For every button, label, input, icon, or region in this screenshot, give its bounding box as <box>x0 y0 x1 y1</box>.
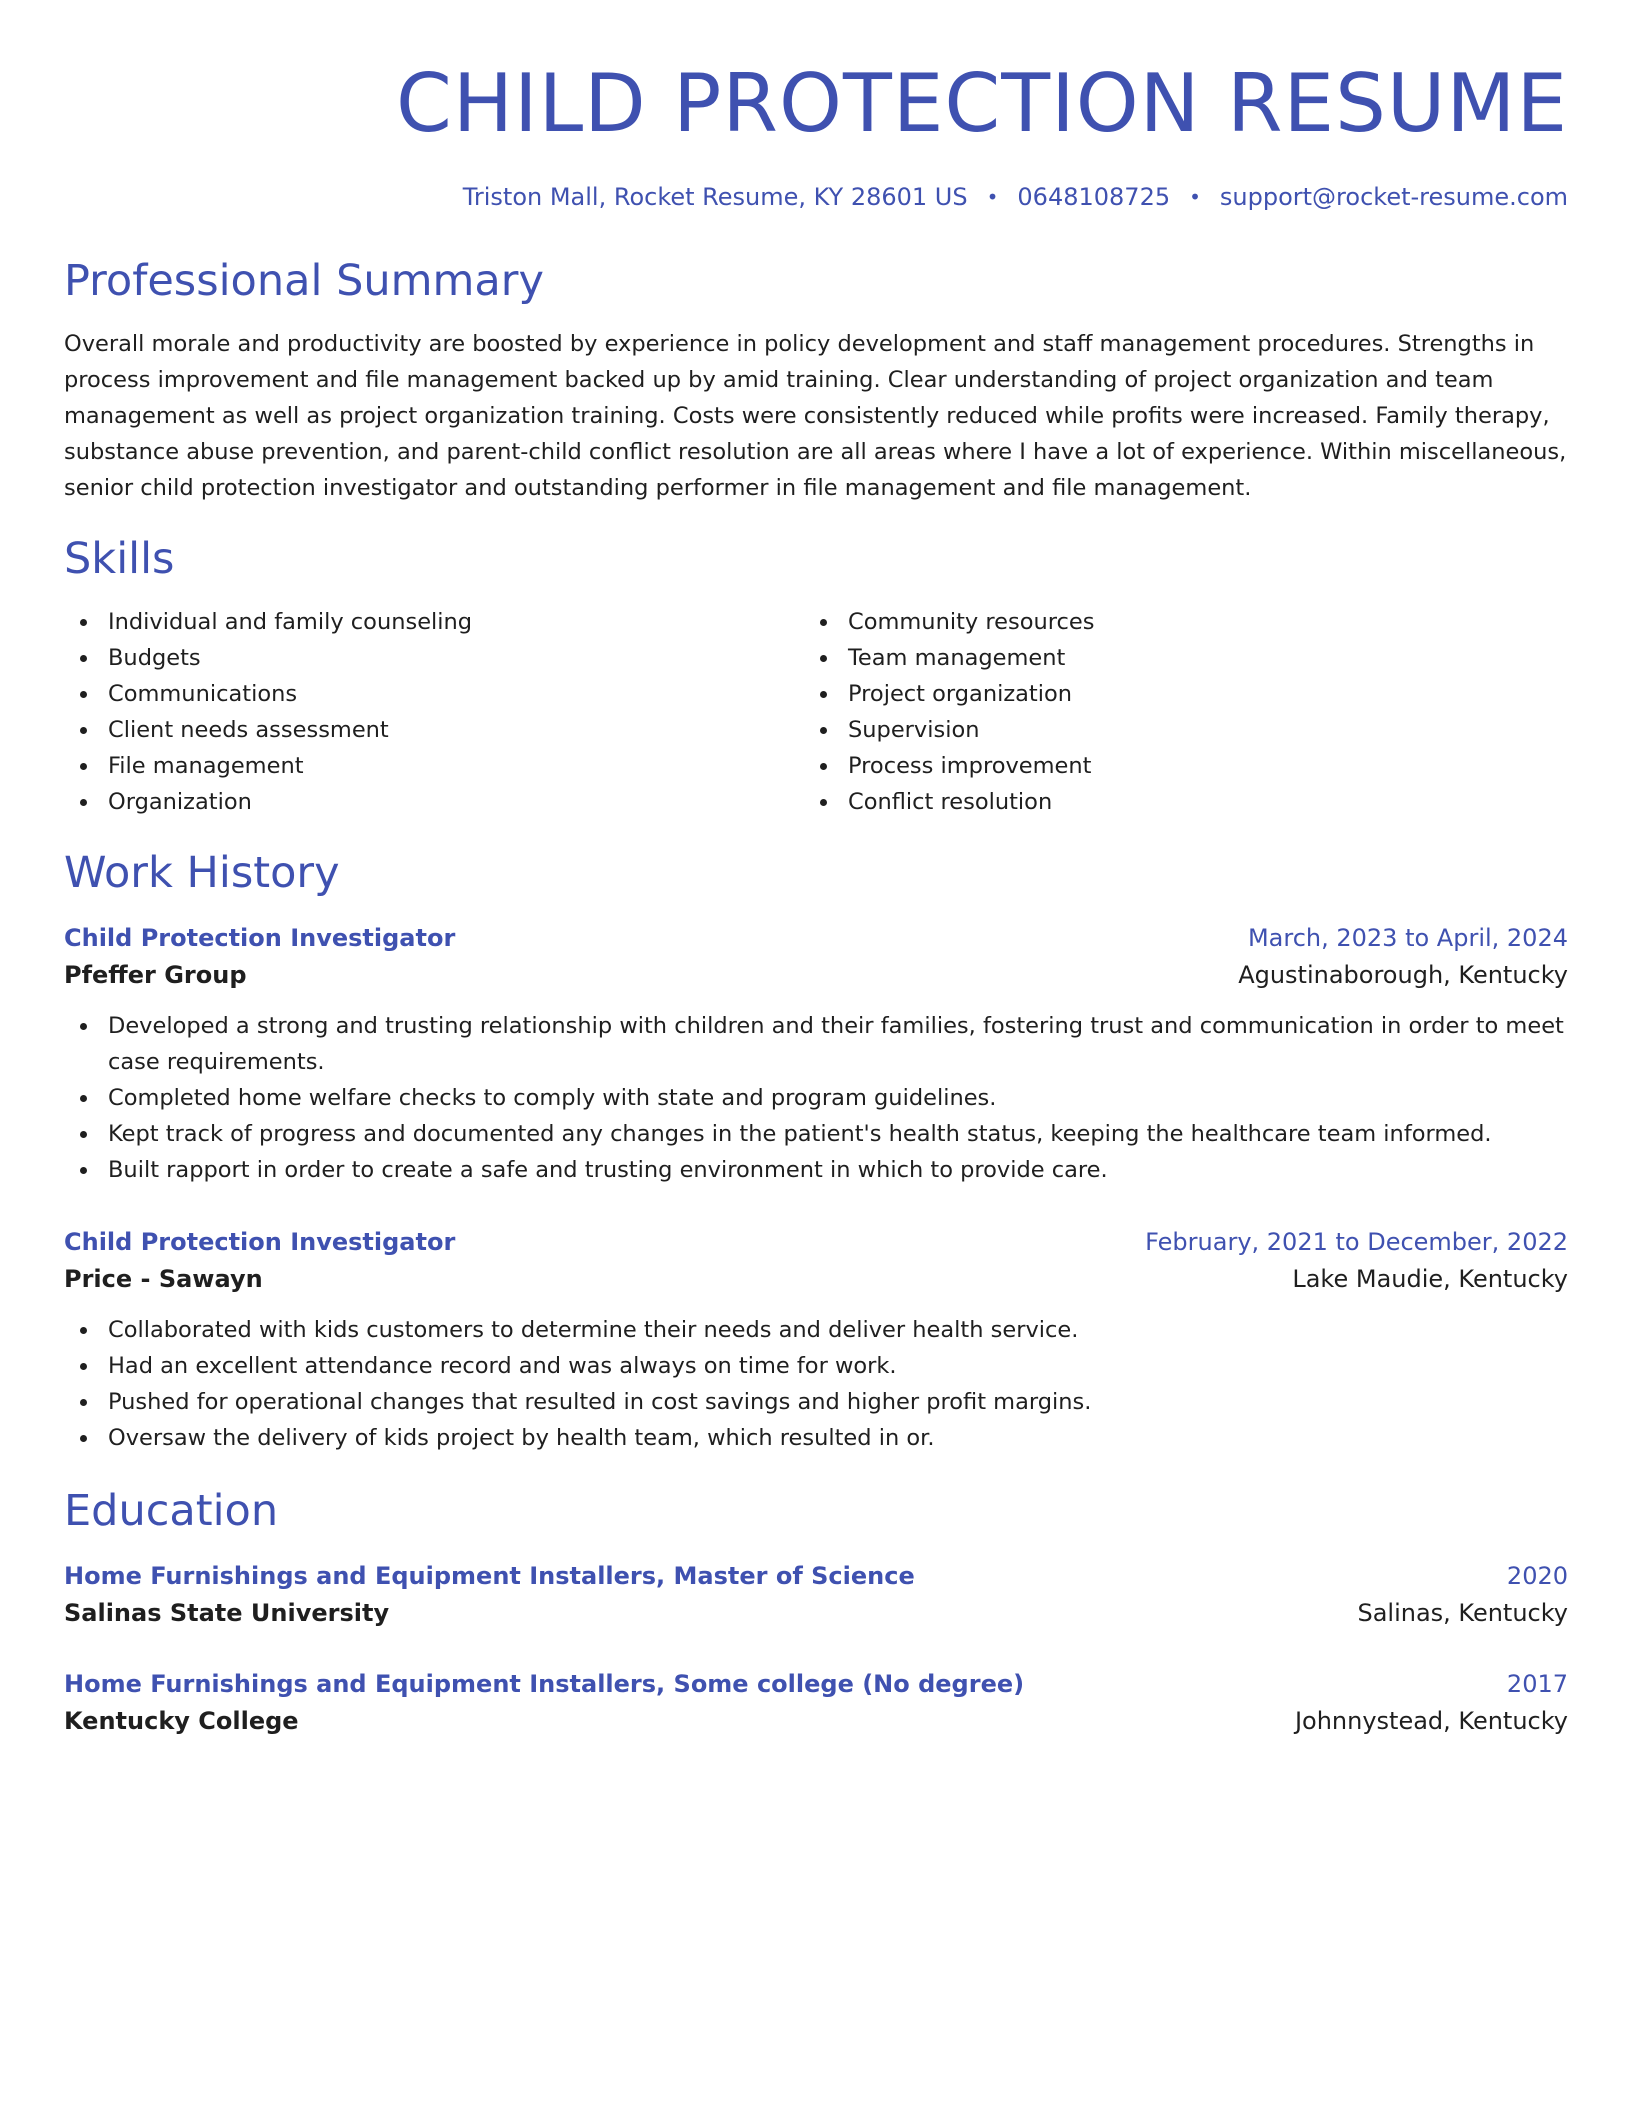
skill-item: Community resources <box>804 604 1544 640</box>
education-entry <box>64 1666 1568 1740</box>
job-dates: March, 2023 to April, 2024 <box>1247 924 1568 952</box>
separator-dot: • <box>1189 185 1201 209</box>
education-entry <box>64 1558 1568 1632</box>
degree-name: Home Furnishings and Equipment Installers, Master of Science <box>64 1562 915 1590</box>
job-entry <box>64 1224 1568 1456</box>
skill-item: Team management <box>804 640 1544 676</box>
duty-item: Built rapport in order to create a safe and trusting environment in which to provide care. <box>64 1152 1568 1188</box>
duty-item: Pushed for operational changes that resulted in cost savings and higher profit margins. <box>64 1384 1568 1420</box>
skill-item: File management <box>64 748 804 784</box>
skills-list <box>64 604 1568 820</box>
skill-item: Client needs assessment <box>64 712 804 748</box>
skill-item: Budgets <box>64 640 804 676</box>
skill-item: Conflict resolution <box>804 784 1544 820</box>
graduation-year: 2017 <box>1506 1670 1568 1698</box>
summary-text: Overall morale and productivity are boosted by experience in policy development and staff management procedures. Strengths in process improvement and file management backed up by amid training. Clear understanding of project organization and team management as well as project organization training. Costs were consistently reduced while profits were increased. Family therapy, substance abuse prevention, and parent-child conflict resolution are all areas where I have a lot of experience. Within miscellaneous, senior child protection investigator and outstanding performer in file management and file management. <box>64 331 1567 501</box>
skill-item: Organization <box>64 784 804 820</box>
duty-item: Collaborated with kids customers to determine their needs and deliver health service. <box>64 1312 1568 1348</box>
graduation-year: 2020 <box>1506 1562 1568 1590</box>
summary-heading: Professional Summary <box>64 256 544 306</box>
job-location: Agustinaborough, Kentucky <box>1238 961 1568 989</box>
work-history-heading: Work History <box>64 848 340 898</box>
degree-name: Home Furnishings and Equipment Installers, Some college (No degree) <box>64 1670 1025 1698</box>
duty-item: Oversaw the delivery of kids project by health team, which resulted in or. <box>64 1420 1568 1456</box>
separator-dot: • <box>986 185 999 209</box>
address: Triston Mall, Rocket Resume, KY 28601 US <box>462 183 968 211</box>
duty-item: Completed home welfare checks to comply with state and program guidelines. <box>64 1080 1568 1116</box>
employer-name: Pfeffer Group <box>64 961 247 989</box>
employer-name: Price - Sawayn <box>64 1265 263 1293</box>
skill-item: Communications <box>64 676 804 712</box>
duty-item: Kept track of progress and documented any changes in the patient's health status, keeping the healthcare team informed. <box>64 1116 1568 1152</box>
skills-column-left <box>64 604 804 820</box>
email-link[interactable]: support@rocket-resume.com <box>1219 183 1568 211</box>
skill-item: Process improvement <box>804 748 1544 784</box>
job-title: Child Protection Investigator <box>64 924 456 952</box>
duty-item: Had an excellent attendance record and was always on time for work. <box>64 1348 1568 1384</box>
school-location: Salinas, Kentucky <box>1357 1599 1568 1627</box>
job-duties <box>64 1008 1568 1188</box>
job-dates: February, 2021 to December, 2022 <box>1145 1228 1568 1256</box>
education-heading: Education <box>64 1486 279 1536</box>
school-location: Johnnystead, Kentucky <box>1294 1707 1568 1735</box>
skills-column-right <box>804 604 1544 820</box>
resume-title: CHILD PROTECTION RESUME <box>395 57 1568 150</box>
school-name: Salinas State University <box>64 1599 390 1627</box>
job-location: Lake Maudie, Kentucky <box>1292 1265 1568 1293</box>
skill-item: Project organization <box>804 676 1544 712</box>
skills-heading: Skills <box>64 534 175 584</box>
job-entry <box>64 920 1568 1188</box>
job-title: Child Protection Investigator <box>64 1228 456 1256</box>
phone: 0648108725 <box>1017 183 1171 211</box>
school-name: Kentucky College <box>64 1707 299 1735</box>
job-duties <box>64 1312 1568 1456</box>
skill-item: Supervision <box>804 712 1544 748</box>
contact-line <box>64 182 1568 212</box>
skill-item: Individual and family counseling <box>64 604 804 640</box>
duty-item: Developed a strong and trusting relationship with children and their families, fostering trust and communication in order to meet case requirements. <box>64 1008 1568 1080</box>
